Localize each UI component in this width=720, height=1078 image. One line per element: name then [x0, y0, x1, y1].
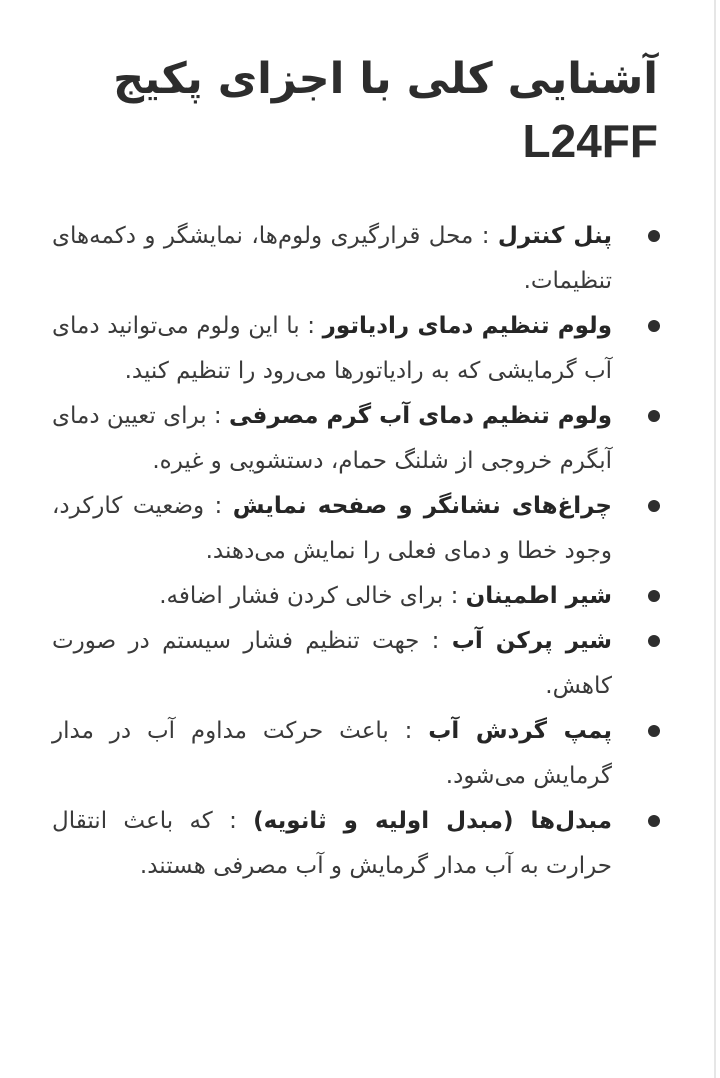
bullet-icon [648, 725, 660, 737]
list-item-control-panel [52, 214, 660, 304]
list-item-hot-water-knob [52, 394, 660, 484]
item-description: : با این ولوم می‌توانید دمای آب گرمایشی که به رادیاتورها می‌رود را تنظیم کنید. [52, 313, 612, 384]
list-item-fill-valve [52, 619, 660, 709]
item-description: : جهت تنظیم فشار سیستم در صورت کاهش. [52, 628, 612, 699]
list-item-safety-valve [52, 574, 660, 619]
item-term: شیر پرکن آب [451, 628, 613, 654]
bullet-icon [648, 500, 660, 512]
bullet-icon [648, 410, 660, 422]
list-item-heat-exchangers [52, 799, 660, 889]
item-term: ولوم تنظیم دمای آب گرم مصرفی [229, 403, 613, 429]
item-term: شیر اطمینان [465, 583, 612, 609]
component-list [0, 214, 720, 889]
item-description: : محل قرارگیری ولوم‌ها، نمایشگر و دکمه‌های تنظیمات. [52, 223, 612, 294]
bullet-icon [648, 815, 660, 827]
page-title [58, 48, 658, 174]
bullet-icon [648, 635, 660, 647]
item-term: ولوم تنظیم دمای رادیاتور [322, 313, 612, 339]
item-term: پنل کنترل [497, 223, 612, 249]
bullet-icon [648, 230, 660, 242]
title-model-code: L24FF [522, 115, 658, 167]
title-line-1: آشنایی کلی با اجزای پکیج [113, 54, 658, 104]
bullet-icon [648, 320, 660, 332]
item-term: مبدل‌ها (مبدل اولیه و ثانویه) [253, 808, 612, 834]
item-description: : که باعث انتقال حرارت به آب مدار گرمایش و آب مصرفی هستند. [52, 808, 612, 879]
list-item-circulation-pump [52, 709, 660, 799]
list-item-indicators-display [52, 484, 660, 574]
bullet-icon [648, 590, 660, 602]
list-item-radiator-knob [52, 304, 660, 394]
item-term: چراغ‌های نشانگر و صفحه نمایش [232, 493, 613, 519]
item-description: : برای تعیین دمای آبگرم خروجی از شلنگ حمام، دستشویی و غیره. [52, 403, 612, 474]
item-description: : برای خالی کردن فشار اضافه. [159, 583, 466, 609]
item-description: : باعث حرکت مداوم آب در مدار گرمایش می‌شود. [52, 718, 612, 789]
item-description: : وضعیت کارکرد، وجود خطا و دمای فعلی را نمایش می‌دهند. [52, 493, 612, 564]
item-term: پمپ گردش آب [428, 718, 612, 744]
